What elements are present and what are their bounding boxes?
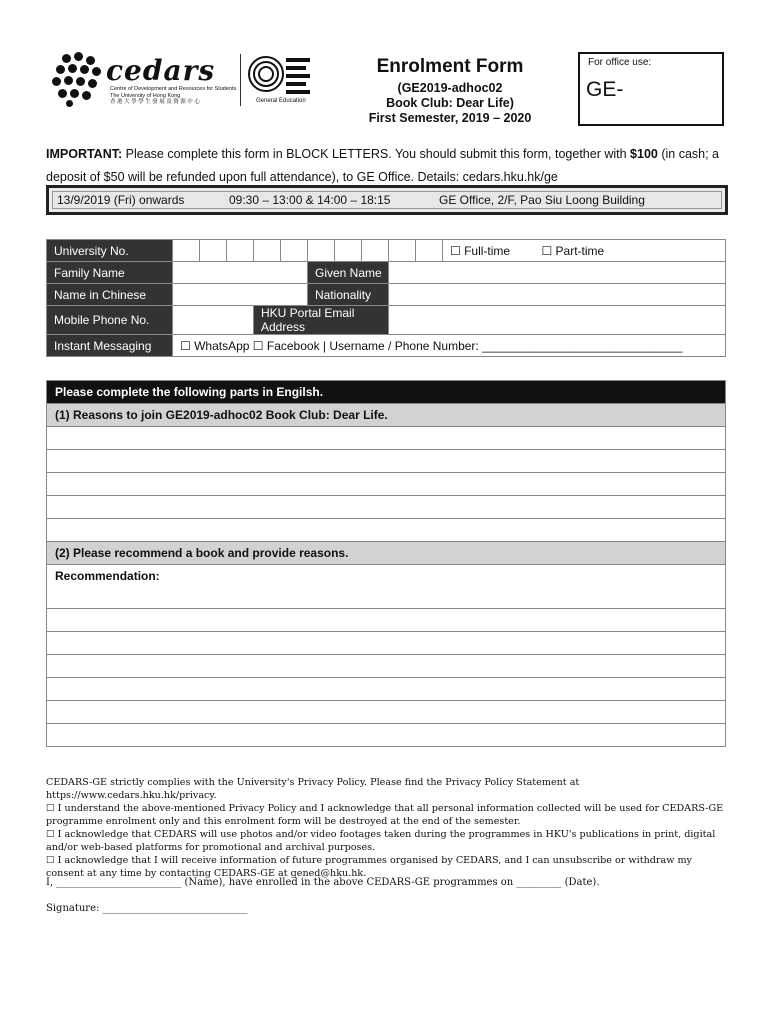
- mobile-label: Mobile Phone No.: [47, 306, 173, 335]
- answer-line[interactable]: [47, 631, 725, 654]
- university-no-digit[interactable]: [389, 240, 416, 262]
- given-name-label: Given Name: [308, 262, 389, 284]
- office-use-box: [578, 52, 724, 126]
- form-subtitle: (GE2019-adhoc02 Book Club: Dear Life) First Semester, 2019 – 2020: [368, 81, 532, 125]
- university-no-label: University No.: [47, 240, 173, 262]
- given-name-field[interactable]: [389, 262, 726, 284]
- answer-line[interactable]: [47, 449, 725, 472]
- answer-line[interactable]: [47, 723, 725, 746]
- full-time-checkbox[interactable]: ☐ Full-time: [450, 243, 511, 258]
- university-no-digit[interactable]: [254, 240, 281, 262]
- part-time-checkbox[interactable]: ☐ Part-time: [541, 243, 605, 258]
- consent-checkbox[interactable]: ☐ I acknowledge that CEDARS will use photos and/or video footages taken during the programmes in HKU's publications in print, digital and/or web-based platforms for promotional and archival purposes.: [46, 829, 716, 853]
- email-label: HKU Portal Email Address: [254, 306, 389, 335]
- university-no-digit[interactable]: [335, 240, 362, 262]
- personal-info-table: [46, 239, 726, 357]
- cedars-subtitle: Centre of Development and Resources for Students The University of Hong Kong 香 港 大 學 學 生 發 展 及 資 源 中 心: [110, 86, 237, 105]
- questions-section: [46, 380, 726, 747]
- university-no-digit[interactable]: [281, 240, 308, 262]
- section-header: Please complete the following parts in Engilsh.: [47, 381, 725, 403]
- consent-checkbox[interactable]: ☐ I acknowledge that I will receive information of future programmes organised by CEDARS, and I can unsubscribe or withdraw my consent at any time by contacting CEDARS-GE at gened@hku.hk.: [46, 855, 692, 879]
- answer-line[interactable]: [47, 472, 725, 495]
- chinese-name-field[interactable]: [173, 284, 308, 306]
- question-2-heading: (2) Please recommend a book and provide reasons.: [47, 541, 725, 564]
- nationality-field[interactable]: [389, 284, 726, 306]
- cedars-wordmark: cedars: [106, 54, 216, 87]
- schedule-time: 09:30 – 13:00 & 14:00 – 18:15: [229, 193, 391, 207]
- policy-statement: CEDARS-GE strictly complies with the University's Privacy Policy. Please find the Privacy Policy Statement at https://www.cedars.hku.hk/privacy.: [46, 777, 580, 801]
- office-code: GE-: [586, 78, 624, 101]
- cedars-dots-icon: [52, 52, 104, 104]
- answer-line[interactable]: [47, 495, 725, 518]
- university-no-digit[interactable]: [173, 240, 200, 262]
- nationality-label: Nationality: [308, 284, 389, 306]
- chinese-name-label: Name in Chinese: [47, 284, 173, 306]
- schedule-date: 13/9/2019 (Fri) onwards: [57, 193, 185, 207]
- office-use-label: For office use:: [588, 57, 652, 68]
- logo-divider: [240, 54, 241, 106]
- answer-line[interactable]: [47, 677, 725, 700]
- university-no-digit[interactable]: [200, 240, 227, 262]
- privacy-policy: [46, 776, 730, 880]
- im-label: Instant Messaging: [47, 335, 173, 357]
- answer-line[interactable]: [47, 426, 725, 449]
- answer-line[interactable]: [47, 654, 725, 677]
- family-name-label: Family Name: [47, 262, 173, 284]
- answer-line[interactable]: [47, 518, 725, 541]
- university-no-digit[interactable]: [308, 240, 335, 262]
- form-title: Enrolment Form: [376, 56, 524, 77]
- im-options[interactable]: ☐ WhatsApp ☐ Facebook | Username / Phone Number: ______________________________: [173, 335, 726, 357]
- question-1-heading: (1) Reasons to join GE2019-adhoc02 Book Club: Dear Life.: [47, 403, 725, 426]
- university-no-digit[interactable]: [227, 240, 254, 262]
- family-name-field[interactable]: [173, 262, 308, 284]
- important-notice: IMPORTANT: Please complete this form in BLOCK LETTERS. You should submit this form, together with $100 (in cash; a deposit of $50 will be refunded upon full attendance), to GE Office. Details: cedars.hku.hk/ge: [46, 147, 720, 184]
- university-no-digit[interactable]: [416, 240, 443, 262]
- schedule-bar: [46, 185, 728, 215]
- university-no-digit[interactable]: [362, 240, 389, 262]
- declaration-line[interactable]: I, _________________________ (Name), have enrolled in the above CEDARS-GE programmes on _________ (Date).: [46, 877, 600, 888]
- cedars-logo: [52, 52, 242, 112]
- recommendation-field[interactable]: Recommendation:: [47, 564, 725, 608]
- answer-line[interactable]: [47, 608, 725, 631]
- email-field[interactable]: [389, 306, 726, 335]
- ge-caption: General Education: [256, 98, 306, 104]
- consent-checkbox[interactable]: ☐ I understand the above-mentioned Privacy Policy and I acknowledge that all personal information collected will be used for CEDARS-GE programme enrolment only and this enrolment form will be destroyed at the end of the semester.: [46, 803, 724, 827]
- form-title-block: [345, 56, 555, 126]
- schedule-venue: GE Office, 2/F, Pao Siu Loong Building: [439, 193, 645, 207]
- answer-line[interactable]: [47, 700, 725, 723]
- signature-line[interactable]: Signature: _____________________________: [46, 903, 248, 914]
- mobile-field[interactable]: [173, 306, 254, 335]
